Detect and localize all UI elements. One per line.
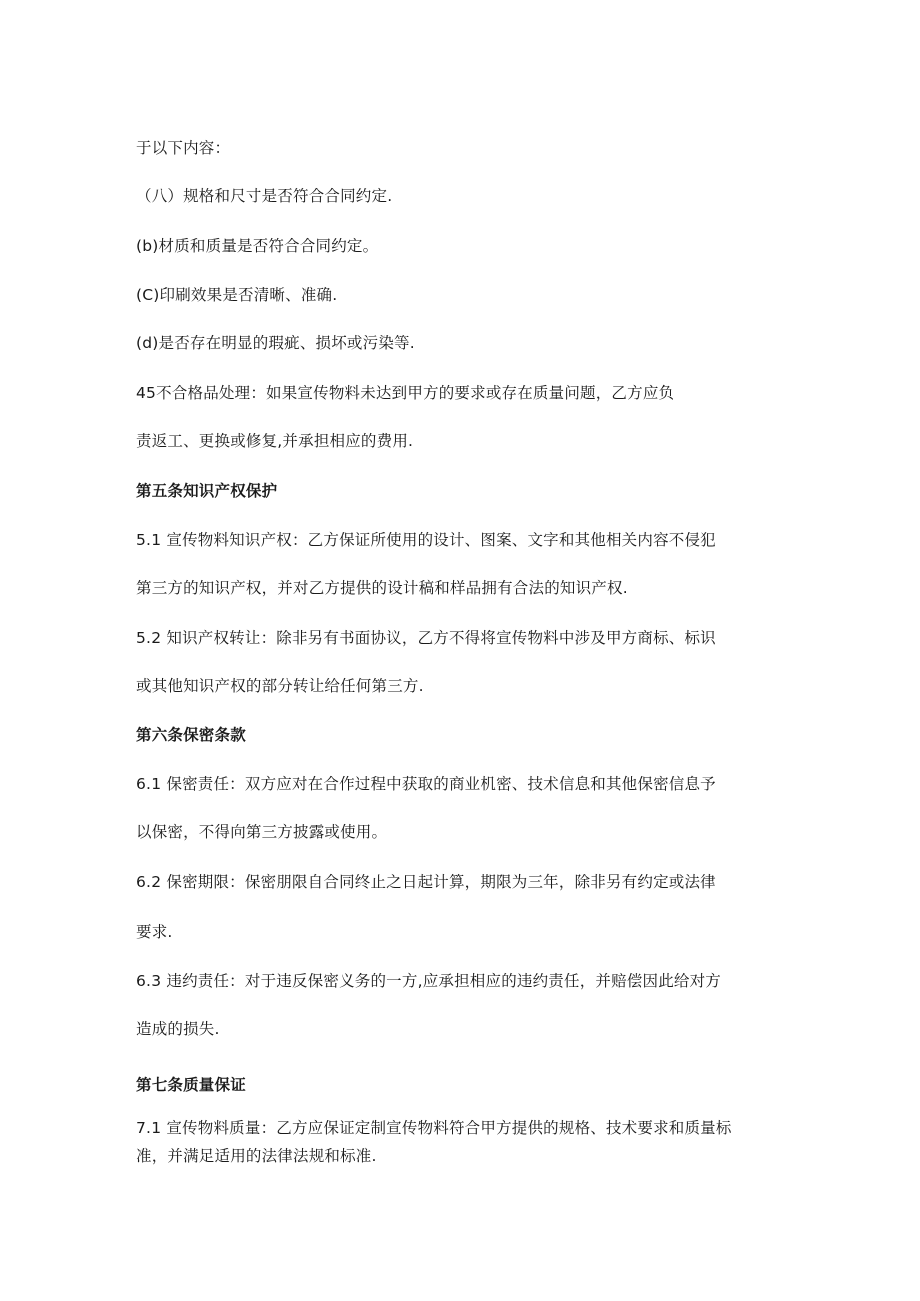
text-line: (C)印刷效果是否清晰、准确. <box>136 286 338 304</box>
section-heading: 第五条知识产权保护 <box>136 482 278 500</box>
text-line: 要求. <box>136 923 173 941</box>
text-line: 第三方的知识产权，并对乙方提供的设计稿和样品拥有合法的知识产权. <box>136 579 628 597</box>
text-line: 准，并满足适用的法律法规和标准. <box>136 1147 377 1165</box>
text-line: 以保密，不得向第三方披露或使用。 <box>136 823 388 841</box>
section-heading: 第六条保密条款 <box>136 726 246 744</box>
text-line: (d)是否存在明显的瑕疵、损坏或污染等. <box>136 334 415 352</box>
section-heading: 第七条质量保证 <box>136 1076 246 1094</box>
text-line: (b)材质和质量是否符合合同约定。 <box>136 237 379 255</box>
text-line: 45不合格品处理：如果宣传物料未达到甲方的要求或存在质量问题，乙方应负 <box>136 384 675 402</box>
text-line: 7.1 宣传物料质量：乙方应保证定制宣传物料符合甲方提供的规格、技术要求和质量标 <box>136 1119 732 1137</box>
text-line: 6.2 保密期限：保密朋限自合同终止之日起计算，期限为三年，除非另有约定或法律 <box>136 873 716 891</box>
text-line: 于以下内容： <box>136 139 231 157</box>
text-line: 或其他知识产权的部分转让给任何第三方. <box>136 677 424 695</box>
text-line: 5.1 宣传物料知识产权：乙方保证所使用的设计、图案、文字和其他相关内容不侵犯 <box>136 531 716 549</box>
text-line: 5.2 知识产权转让：除非另有书面协议，乙方不得将宣传物料中涉及甲方商标、标识 <box>136 629 716 647</box>
text-line: 造成的损失. <box>136 1020 220 1038</box>
text-line: 责返工、更换或修复,并承担相应的费用. <box>136 432 414 450</box>
text-line: （八）规格和尺寸是否符合合同约定. <box>136 187 393 205</box>
text-line: 6.3 违约责任：对于违反保密义务的一方,应承担相应的违约责任，并赔偿因此给对方 <box>136 972 722 990</box>
text-line: 6.1 保密责任：双方应对在合作过程中获取的商业机密、技术信息和其他保密信息予 <box>136 775 716 793</box>
